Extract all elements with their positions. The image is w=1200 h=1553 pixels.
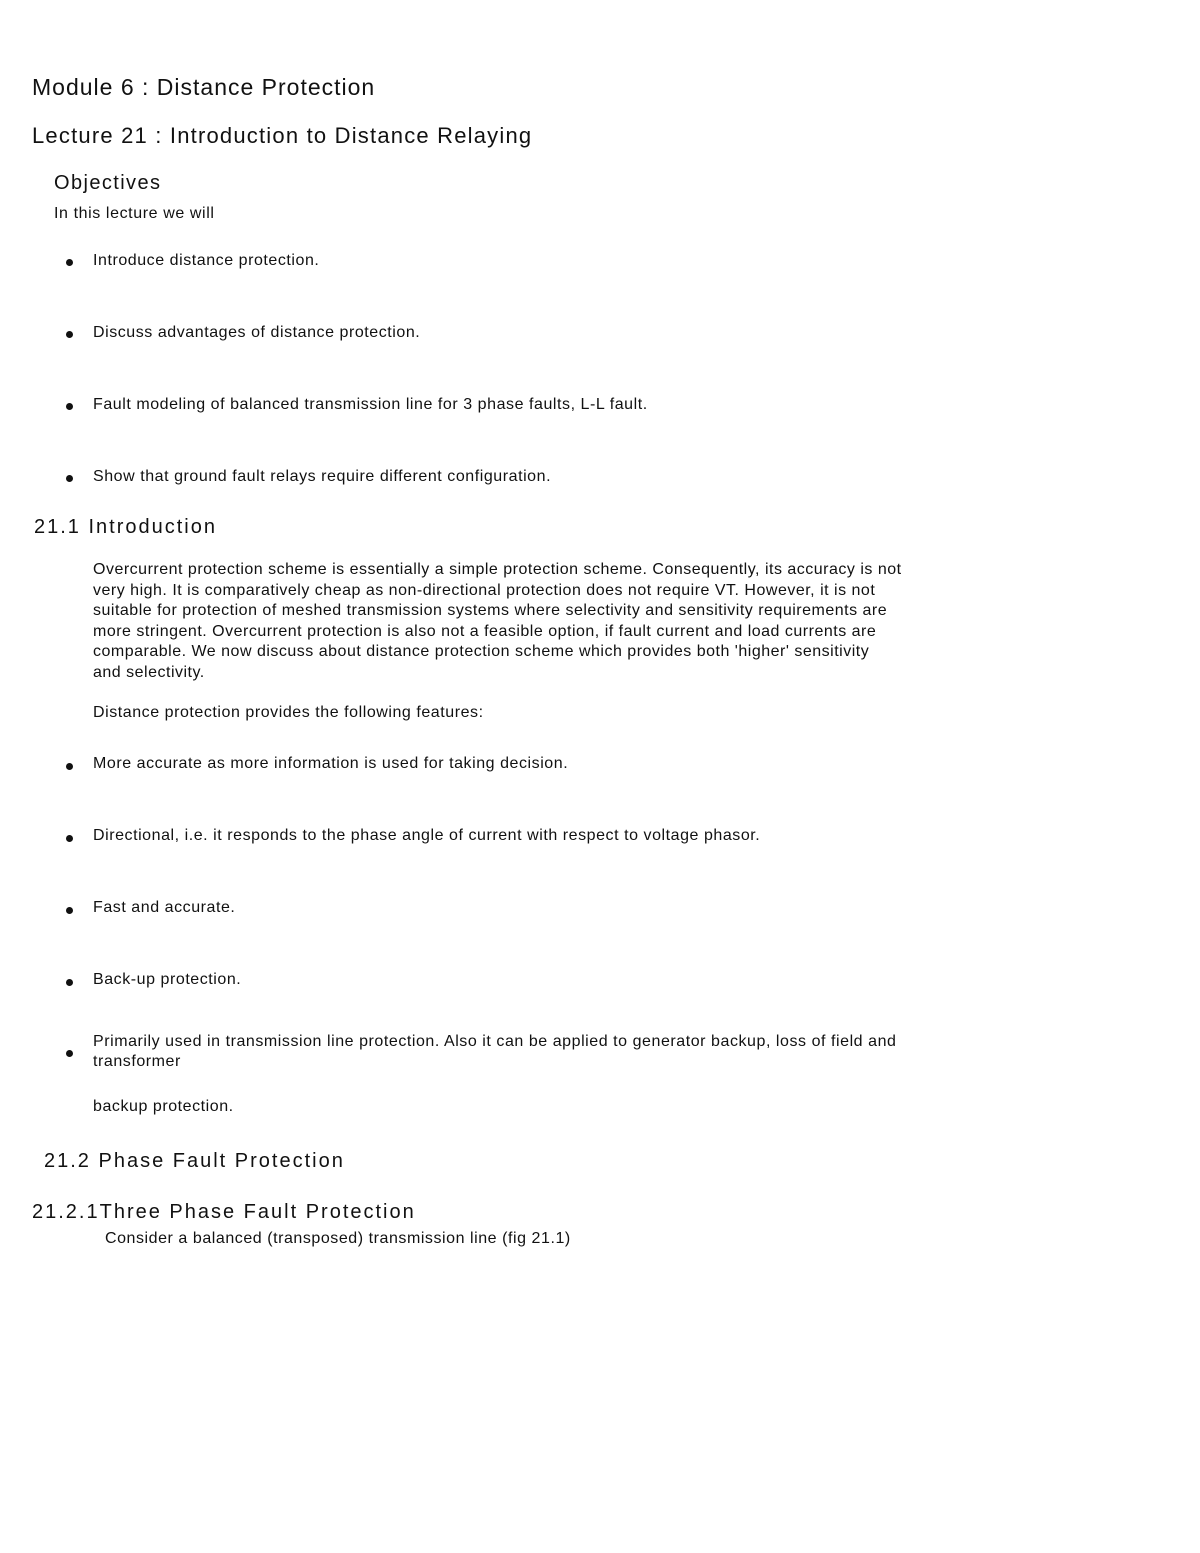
objective-item: Introduce distance protection. [93, 252, 320, 269]
objective-item: Discuss advantages of distance protection. [93, 324, 421, 341]
objective-item: Fault modeling of balanced transmission line for 3 phase faults, L-L fault. [93, 396, 648, 413]
feature-item: Fast and accurate. [93, 899, 236, 916]
feature-item: Directional, i.e. it responds to the phase angle of current with respect to voltage phasor. [93, 827, 761, 844]
paragraph-line: very high. It is comparatively cheap as non-directional protection does not require VT. However, it is not [93, 581, 876, 599]
paragraph-line: and selectivity. [93, 663, 205, 681]
section-21-2-1-text: Consider a balanced (transposed) transmission line (fig 21.1) [105, 1230, 571, 1247]
paragraph-line: suitable for protection of meshed transmission systems where selectivity and sensitivity requirements are [93, 602, 888, 620]
bullet-marker [66, 475, 73, 482]
bullet-marker [66, 763, 73, 770]
features-intro: Distance protection provides the following features: [93, 704, 484, 721]
bullet-marker [66, 1050, 73, 1057]
section-21-1-heading: 21.1 Introduction [34, 516, 217, 538]
feature-item: Back-up protection. [93, 971, 242, 988]
bullet-marker [66, 259, 73, 266]
feature-item: More accurate as more information is used for taking decision. [93, 755, 569, 772]
lecture-title: Lecture 21 : Introduction to Distance Relaying [32, 123, 533, 148]
paragraph-line: comparable. We now discuss about distance protection scheme which provides both 'higher' sensitivity [93, 643, 870, 661]
section-21-2-heading: 21.2 Phase Fault Protection [44, 1150, 345, 1172]
feature-item-line: transformer [93, 1053, 181, 1070]
bullet-marker [66, 979, 73, 986]
feature-item-line: Primarily used in transmission line protection. Also it can be applied to generator backup, loss of field and [93, 1033, 897, 1050]
bullet-marker [66, 907, 73, 914]
objective-item: Show that ground fault relays require different configuration. [93, 468, 552, 485]
objectives-intro: In this lecture we will [54, 205, 215, 222]
intro-paragraph [93, 560, 1061, 684]
section-21-2-1-heading: 21.2.1Three Phase Fault Protection [32, 1201, 416, 1223]
bullet-marker [66, 403, 73, 410]
bullet-marker [66, 835, 73, 842]
module-title: Module 6 : Distance Protection [32, 74, 376, 100]
bullet-marker [66, 331, 73, 338]
paragraph-line: more stringent. Overcurrent protection is also not a feasible option, if fault current and load currents are [93, 622, 877, 640]
paragraph-line: Overcurrent protection scheme is essentially a simple protection scheme. Consequently, its accuracy is not [93, 561, 902, 578]
objectives-heading: Objectives [54, 172, 162, 194]
feature-continuation: backup protection. [93, 1098, 234, 1115]
